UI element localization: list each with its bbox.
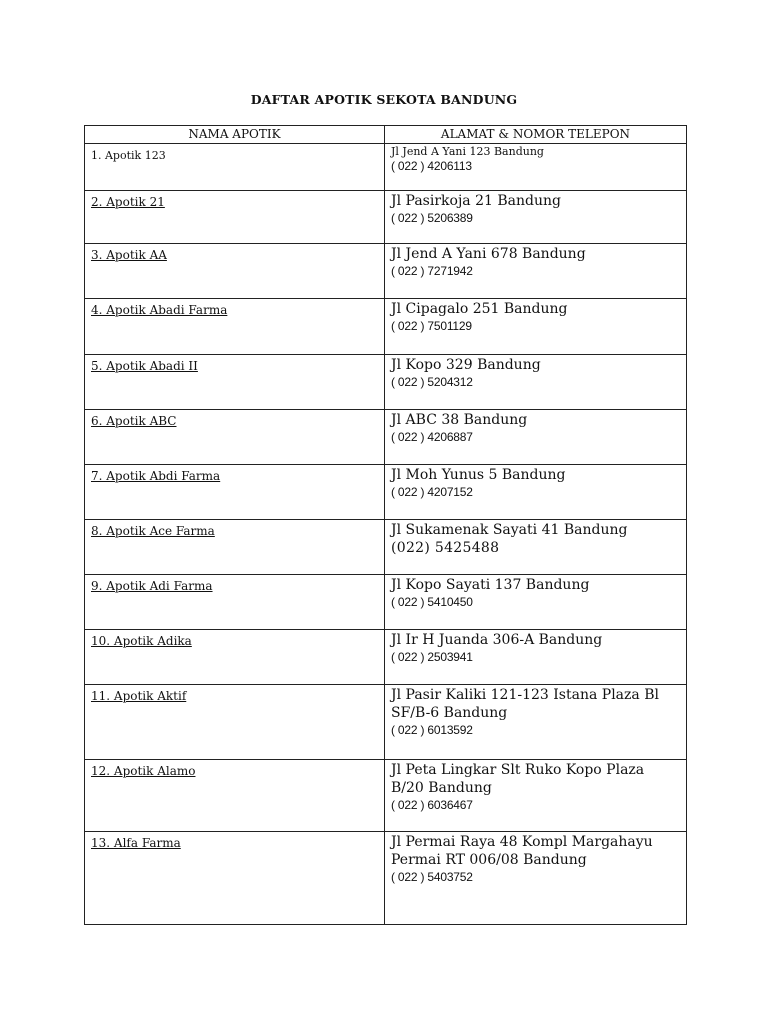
pharmacy-name: 7. Apotik Abdi Farma xyxy=(91,469,221,483)
pharmacy-phone: ( 022 ) 4206887 xyxy=(391,430,473,444)
pharmacy-address: Jl Pasirkoja 21 Bandung xyxy=(391,193,561,209)
address-cell xyxy=(385,299,687,355)
pharmacy-table xyxy=(84,125,687,925)
pharmacy-phone: (022) 5425488 xyxy=(391,540,500,556)
table-row xyxy=(85,685,687,760)
pharmacy-name: 5. Apotik Abadi II xyxy=(91,359,198,373)
pharmacy-address: Jl Pasir Kaliki 121-123 Istana Plaza Bl SF/B-6 Bandung xyxy=(391,687,659,721)
pharmacy-name: 4. Apotik Abadi Farma xyxy=(91,303,228,317)
pharmacy-address: Jl Sukamenak Sayati 41 Bandung xyxy=(391,522,628,538)
address-cell xyxy=(385,760,687,832)
address-cell xyxy=(385,410,687,465)
table-row xyxy=(85,410,687,465)
name-cell xyxy=(85,685,385,760)
pharmacy-name: 10. Apotik Adika xyxy=(91,634,192,648)
address-cell xyxy=(385,575,687,630)
column-header-name: NAMA APOTIK xyxy=(85,126,385,144)
name-cell xyxy=(85,191,385,244)
address-cell xyxy=(385,630,687,685)
pharmacy-phone: ( 022 ) 6013592 xyxy=(391,723,473,737)
pharmacy-address: Jl Cipagalo 251 Bandung xyxy=(391,301,568,317)
name-cell xyxy=(85,760,385,832)
pharmacy-address: Jl Moh Yunus 5 Bandung xyxy=(391,467,566,483)
name-cell xyxy=(85,520,385,575)
table-row xyxy=(85,191,687,244)
pharmacy-name: 13. Alfa Farma xyxy=(91,836,181,850)
column-header-address: ALAMAT & NOMOR TELEPON xyxy=(385,126,687,144)
document-title: DAFTAR APOTIK SEKOTA BANDUNG xyxy=(250,92,518,107)
table-row xyxy=(85,575,687,630)
pharmacy-address: Jl Ir H Juanda 306-A Bandung xyxy=(391,632,603,648)
table-row xyxy=(85,355,687,410)
pharmacy-name: 11. Apotik Aktif xyxy=(91,689,187,703)
address-cell xyxy=(385,191,687,244)
table-row xyxy=(85,760,687,832)
pharmacy-address: Jl Jend A Yani 678 Bandung xyxy=(391,246,586,262)
name-cell xyxy=(85,465,385,520)
pharmacy-name: 3. Apotik AA xyxy=(91,248,167,262)
pharmacy-phone: ( 022 ) 4206113 xyxy=(391,159,472,173)
address-cell xyxy=(385,685,687,760)
name-cell xyxy=(85,244,385,299)
address-cell xyxy=(385,144,687,191)
address-cell xyxy=(385,244,687,299)
pharmacy-phone: ( 022 ) 2503941 xyxy=(391,650,473,664)
pharmacy-address: Jl Jend A Yani 123 Bandung xyxy=(391,145,544,158)
name-cell xyxy=(85,410,385,465)
table-row xyxy=(85,465,687,520)
name-cell xyxy=(85,575,385,630)
pharmacy-address: Jl Peta Lingkar Slt Ruko Kopo Plaza B/20 Bandung xyxy=(391,762,645,796)
pharmacy-name: 1. Apotik 123 xyxy=(91,149,166,162)
pharmacy-phone: ( 022 ) 5403752 xyxy=(391,870,473,884)
pharmacy-name: 8. Apotik Ace Farma xyxy=(91,524,215,538)
address-cell xyxy=(385,832,687,925)
pharmacy-address: Jl Kopo 329 Bandung xyxy=(391,357,541,373)
pharmacy-address: Jl Kopo Sayati 137 Bandung xyxy=(391,577,590,593)
name-cell xyxy=(85,144,385,191)
pharmacy-phone: ( 022 ) 7501129 xyxy=(391,319,472,333)
pharmacy-address: Jl Permai Raya 48 Kompl Margahayu Permai RT 006/08 Bandung xyxy=(391,834,653,868)
pharmacy-name: 9. Apotik Adi Farma xyxy=(91,579,213,593)
pharmacy-address: Jl ABC 38 Bandung xyxy=(391,412,528,428)
address-cell xyxy=(385,465,687,520)
table-row xyxy=(85,144,687,191)
pharmacy-phone: ( 022 ) 7271942 xyxy=(391,264,473,278)
pharmacy-phone: ( 022 ) 5410450 xyxy=(391,595,473,609)
name-cell xyxy=(85,832,385,925)
name-cell xyxy=(85,355,385,410)
address-cell xyxy=(385,355,687,410)
table-row xyxy=(85,299,687,355)
table-row xyxy=(85,244,687,299)
pharmacy-phone: ( 022 ) 5204312 xyxy=(391,375,473,389)
pharmacy-name: 12. Apotik Alamo xyxy=(91,764,196,778)
table-row xyxy=(85,832,687,925)
pharmacy-phone: ( 022 ) 5206389 xyxy=(391,211,473,225)
pharmacy-name: 6. Apotik ABC xyxy=(91,414,177,428)
pharmacy-phone: ( 022 ) 6036467 xyxy=(391,798,473,812)
name-cell xyxy=(85,299,385,355)
pharmacy-name: 2. Apotik 21 xyxy=(91,195,165,209)
address-cell xyxy=(385,520,687,575)
table-header-row xyxy=(85,126,687,144)
pharmacy-phone: ( 022 ) 4207152 xyxy=(391,485,473,499)
name-cell xyxy=(85,630,385,685)
table-row xyxy=(85,520,687,575)
table-row xyxy=(85,630,687,685)
